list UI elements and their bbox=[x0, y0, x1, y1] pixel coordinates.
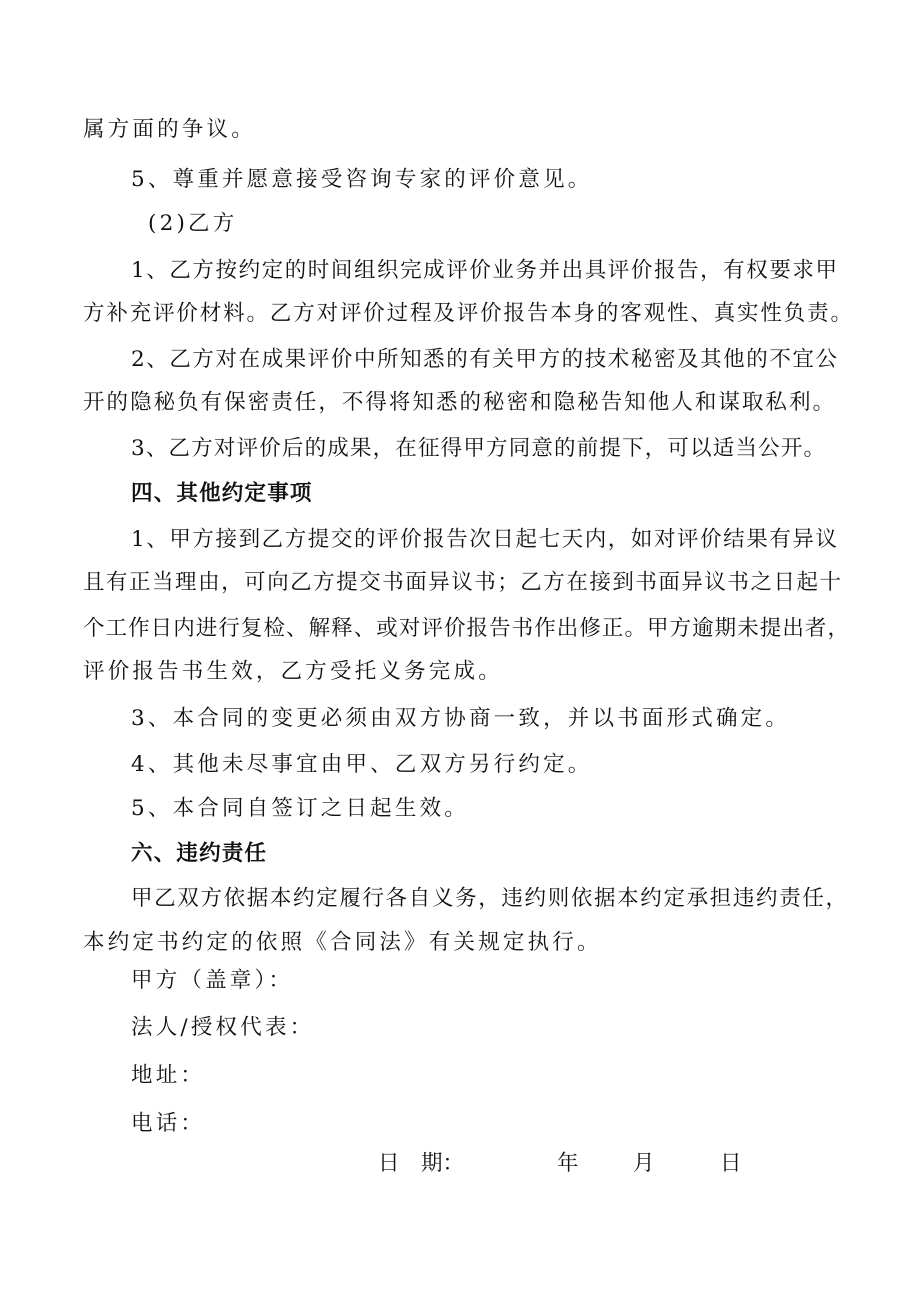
date-label: 日 期： bbox=[378, 1151, 465, 1176]
phone-label: 电话： bbox=[131, 1111, 206, 1136]
section-heading: 四、其他约定事项 bbox=[131, 481, 313, 506]
date-row bbox=[0, 1148, 920, 1180]
text-line: 1、甲方接到乙方提交的评价报告次日起七天内，如对评价结果有异议 bbox=[131, 527, 837, 552]
date-month: 月 bbox=[633, 1151, 655, 1176]
text-line: 个工作日内进行复检、解释、或对评价报告书作出修正。甲方逾期未提出者， bbox=[83, 616, 849, 641]
representative-label: 法人/授权代表： bbox=[131, 1015, 315, 1040]
date-day: 日 bbox=[720, 1151, 742, 1176]
text-line: 属方面的争议。 bbox=[83, 117, 256, 142]
text-line: 方补充评价材料。乙方对评价过程及评价报告本身的客观性、真实性负责。 bbox=[83, 301, 852, 326]
text-line: 3、本合同的变更必须由双方协商一致，并以书面形式确定。 bbox=[131, 706, 791, 731]
text-line: 2、乙方对在成果评价中所知悉的有关甲方的技术秘密及其他的不宜公 bbox=[131, 347, 837, 372]
section-subtitle: (2)乙方 bbox=[148, 211, 238, 236]
text-line: 开的隐秘负有保密责任，不得将知悉的秘密和隐秘告知他人和谋取私利。 bbox=[83, 390, 834, 415]
text-line: 本约定书约定的依照《合同法》有关规定执行。 bbox=[83, 930, 602, 955]
text-line: 3、乙方对评价后的成果，在征得甲方同意的前提下，可以适当公开。 bbox=[131, 436, 825, 461]
text-line: 1、乙方按约定的时间组织完成评价业务并出具评价报告，有权要求甲 bbox=[131, 258, 837, 283]
text-line: 甲乙双方依据本约定履行各自义务，违约则依据本约定承担违约责任， bbox=[131, 886, 847, 911]
party-a-seal-label: 甲方（盖章）： bbox=[131, 968, 294, 993]
date-year: 年 bbox=[557, 1151, 579, 1176]
text-line: 且有正当理由，可向乙方提交书面异议书；乙方在接到书面异议书之日起十 bbox=[83, 570, 841, 595]
text-line: 4、其他未尽事宜由甲、乙双方另行约定。 bbox=[131, 752, 593, 777]
section-heading: 六、违约责任 bbox=[131, 841, 268, 866]
text-line: 评价报告书生效，乙方受托义务完成。 bbox=[83, 659, 503, 684]
text-line: 5、尊重并愿意接受咨询专家的评价意见。 bbox=[131, 167, 593, 192]
text-line: 5、本合同自签订之日起生效。 bbox=[131, 796, 469, 821]
address-label: 地址： bbox=[131, 1063, 206, 1088]
